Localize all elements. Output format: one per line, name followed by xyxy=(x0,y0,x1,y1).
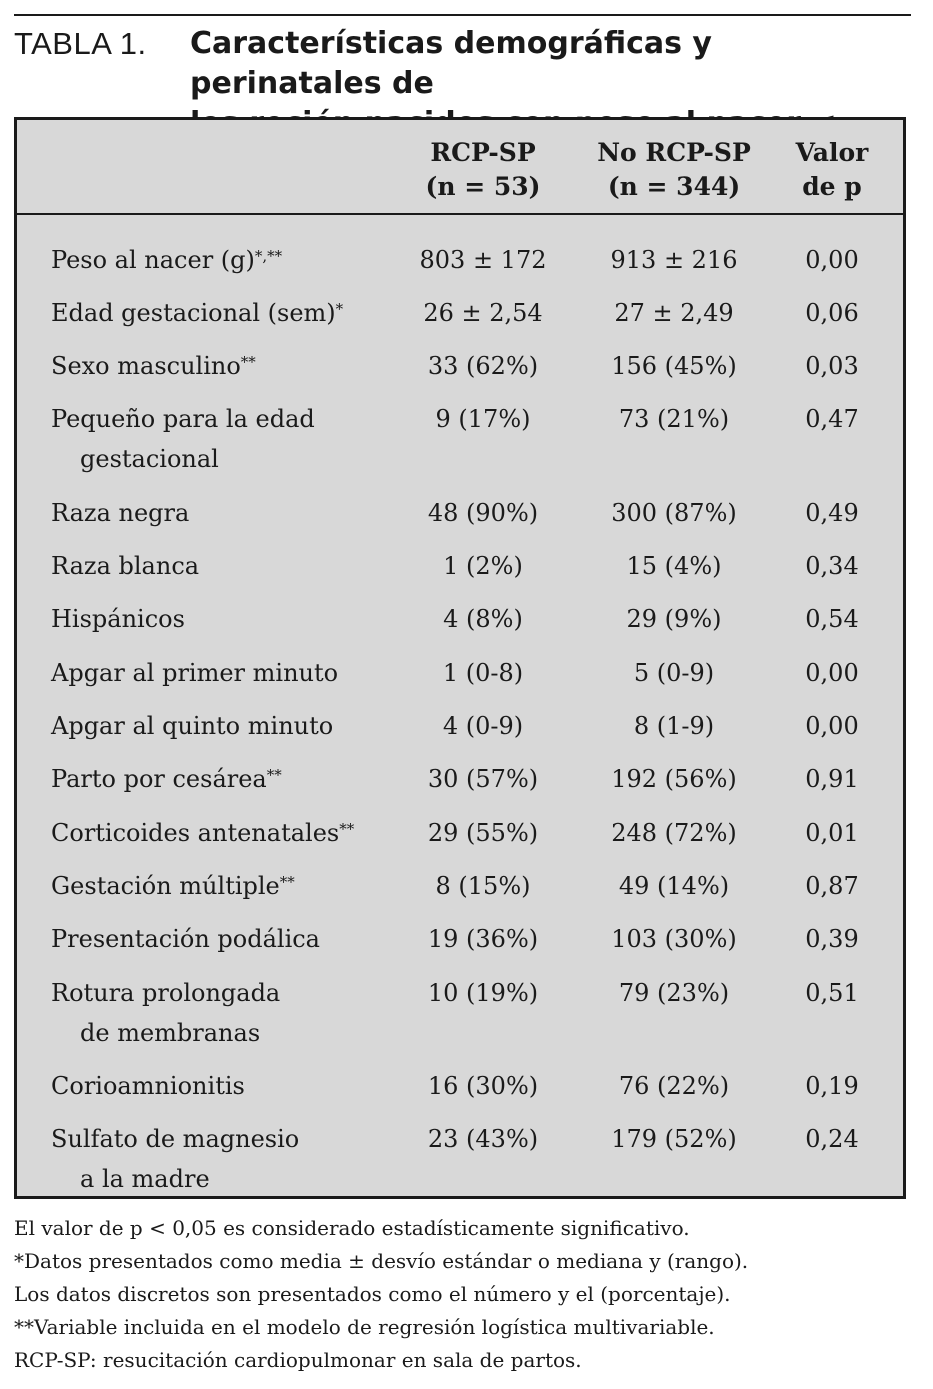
cell-no-rcp-sp: 300 (87%) xyxy=(611,499,737,527)
row-label-text: Sexo masculino xyxy=(51,352,241,380)
row-label xyxy=(51,346,381,386)
cell-no-rcp-sp: 248 (72%) xyxy=(611,819,737,847)
cell-rcp-sp: 23 (43%) xyxy=(427,1125,539,1153)
cell-rcp-sp: 4 (0-9) xyxy=(442,712,524,740)
cell-p-value: 0,51 xyxy=(805,979,859,1007)
footnote-marker: *,** xyxy=(254,247,283,265)
row-label-text: Apgar al primer minuto xyxy=(51,659,339,687)
footnote-line: *Datos presentados como media ± desvío estándar o mediana y (rango). xyxy=(14,1249,749,1273)
cell-no-rcp-sp: 49 (14%) xyxy=(618,872,730,900)
row-label-continuation: a la madre xyxy=(80,1165,210,1193)
header-no-rcp-sp xyxy=(577,136,771,204)
row-label xyxy=(51,919,381,959)
row-label-text: Apgar al quinto minuto xyxy=(51,712,334,740)
row-label xyxy=(51,973,381,1053)
row-label-text: Sulfato de magnesio xyxy=(51,1125,300,1153)
row-label xyxy=(51,493,381,533)
data-table xyxy=(14,117,906,1199)
cell-no-rcp-sp: 156 (45%) xyxy=(611,352,737,380)
cell-rcp-sp: 10 (19%) xyxy=(427,979,539,1007)
footnote-line: Los datos discretos son presentados como el número y el (porcentaje). xyxy=(14,1282,731,1306)
header-rcp-sp-line1: RCP-SP xyxy=(430,138,536,167)
cell-rcp-sp: 16 (30%) xyxy=(427,1072,539,1100)
cell-p-value: 0,47 xyxy=(805,405,859,433)
row-label-continuation: de membranas xyxy=(80,1019,261,1047)
row-label xyxy=(51,399,381,479)
cell-p-value: 0,34 xyxy=(805,552,859,580)
cell-rcp-sp: 8 (15%) xyxy=(435,872,531,900)
row-label xyxy=(51,866,381,906)
row-label-text: Parto por cesárea xyxy=(51,765,267,793)
cell-no-rcp-sp: 8 (1-9) xyxy=(633,712,715,740)
footnote-line: **Variable incluida en el modelo de regresión logística multivariable. xyxy=(14,1315,715,1339)
cell-p-value: 0,06 xyxy=(805,299,859,327)
header-p-value xyxy=(777,136,887,204)
cell-p-value: 0,39 xyxy=(805,925,859,953)
header-no-rcp-sp-line1: No RCP-SP xyxy=(597,138,751,167)
cell-no-rcp-sp: 29 (9%) xyxy=(626,605,722,633)
caption-line-1: Características demográficas y perinatales de xyxy=(190,26,712,101)
top-rule xyxy=(14,14,911,16)
footnote-marker: ** xyxy=(266,766,282,784)
cell-p-value: 0,19 xyxy=(805,1072,859,1100)
footnote-line: RCP-SP: resucitación cardiopulmonar en sala de partos. xyxy=(14,1348,582,1372)
cell-no-rcp-sp: 192 (56%) xyxy=(611,765,737,793)
footnote-marker: ** xyxy=(279,873,295,891)
row-label xyxy=(51,293,381,333)
row-label-text: Presentación podálica xyxy=(51,925,320,953)
cell-rcp-sp: 9 (17%) xyxy=(435,405,531,433)
row-label-text: Rotura prolongada xyxy=(51,979,281,1007)
row-label-text: Hispánicos xyxy=(51,605,185,633)
cell-p-value: 0,54 xyxy=(805,605,859,633)
row-label xyxy=(51,546,381,586)
cell-no-rcp-sp: 5 (0-9) xyxy=(633,659,715,687)
cell-p-value: 0,00 xyxy=(805,712,859,740)
footnote-line: El valor de p < 0,05 es considerado estadísticamente significativo. xyxy=(14,1216,690,1240)
cell-p-value: 0,24 xyxy=(805,1125,859,1153)
cell-no-rcp-sp: 913 ± 216 xyxy=(610,246,738,274)
row-label xyxy=(51,706,381,746)
row-label-text: Pequeño para la edad xyxy=(51,405,315,433)
table-header xyxy=(17,120,903,215)
row-label-text: Edad gestacional (sem) xyxy=(51,299,336,327)
cell-p-value: 0,87 xyxy=(805,872,859,900)
row-label-text: Peso al nacer (g) xyxy=(51,246,255,274)
cell-rcp-sp: 4 (8%) xyxy=(443,605,523,633)
cell-p-value: 0,49 xyxy=(805,499,859,527)
cell-p-value: 0,00 xyxy=(805,659,859,687)
row-label xyxy=(51,653,381,693)
cell-no-rcp-sp: 103 (30%) xyxy=(611,925,737,953)
cell-rcp-sp: 26 ± 2,54 xyxy=(423,299,543,327)
cell-rcp-sp: 48 (90%) xyxy=(427,499,539,527)
cell-no-rcp-sp: 76 (22%) xyxy=(618,1072,730,1100)
cell-rcp-sp: 29 (55%) xyxy=(427,819,539,847)
cell-rcp-sp: 30 (57%) xyxy=(427,765,539,793)
cell-rcp-sp: 803 ± 172 xyxy=(419,246,547,274)
footnote-marker: * xyxy=(335,300,344,318)
header-no-rcp-sp-line2: (n = 344) xyxy=(607,172,741,201)
cell-no-rcp-sp: 15 (4%) xyxy=(626,552,722,580)
cell-rcp-sp: 19 (36%) xyxy=(427,925,539,953)
cell-no-rcp-sp: 179 (52%) xyxy=(611,1125,737,1153)
row-label xyxy=(51,599,381,639)
row-label-text: Raza blanca xyxy=(51,552,200,580)
cell-p-value: 0,03 xyxy=(805,352,859,380)
row-label-text: Gestación múltiple xyxy=(51,872,280,900)
cell-p-value: 0,01 xyxy=(805,819,859,847)
row-label xyxy=(51,813,381,853)
header-p-value-line1: Valor xyxy=(795,138,869,167)
table-number-label: TABLA 1. xyxy=(14,26,147,61)
footnote-marker: ** xyxy=(339,820,355,838)
row-label-continuation: gestacional xyxy=(80,445,219,473)
header-p-value-line2: de p xyxy=(802,172,862,201)
cell-no-rcp-sp: 27 ± 2,49 xyxy=(614,299,734,327)
row-label-text: Corioamnionitis xyxy=(51,1072,245,1100)
cell-no-rcp-sp: 79 (23%) xyxy=(618,979,730,1007)
header-rcp-sp-line2: (n = 53) xyxy=(425,172,541,201)
cell-p-value: 0,91 xyxy=(805,765,859,793)
row-label xyxy=(51,1119,381,1199)
table-footnotes xyxy=(14,1212,914,1377)
cell-rcp-sp: 1 (0-8) xyxy=(442,659,524,687)
row-label xyxy=(51,1066,381,1106)
row-label-text: Raza negra xyxy=(51,499,190,527)
row-label-text: Corticoides antenatales xyxy=(51,819,340,847)
row-label xyxy=(51,759,381,799)
cell-p-value: 0,00 xyxy=(805,246,859,274)
cell-rcp-sp: 33 (62%) xyxy=(427,352,539,380)
header-rcp-sp xyxy=(389,136,577,204)
footnote-marker: ** xyxy=(240,353,256,371)
cell-rcp-sp: 1 (2%) xyxy=(443,552,523,580)
row-label xyxy=(51,240,381,280)
cell-no-rcp-sp: 73 (21%) xyxy=(618,405,730,433)
